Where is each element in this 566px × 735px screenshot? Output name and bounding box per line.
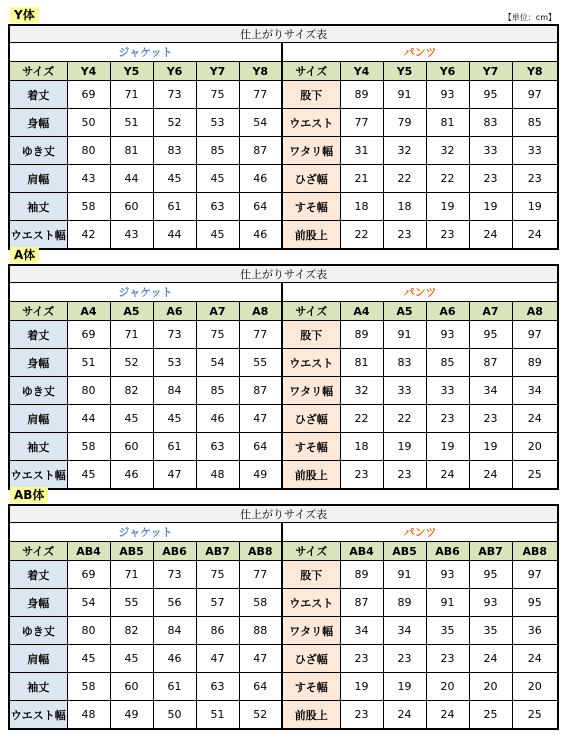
- jacket-value-cell: 53: [196, 109, 239, 137]
- jacket-value-cell: 61: [153, 193, 196, 221]
- size-header-cell: A8: [512, 302, 558, 321]
- jacket-value-cell: 52: [110, 349, 153, 377]
- jacket-value-cell: 69: [67, 321, 110, 349]
- pants-value-cell: 24: [469, 645, 512, 673]
- size-column-header: サイズ: [9, 62, 67, 81]
- table-title: 仕上がりサイズ表: [9, 505, 558, 523]
- size-table: [8, 504, 559, 730]
- jacket-value-cell: 51: [196, 701, 239, 730]
- pants-value-cell: 25: [512, 461, 558, 490]
- table-row: [9, 193, 558, 221]
- jacket-value-cell: 77: [239, 321, 282, 349]
- pants-value-cell: 95: [469, 561, 512, 589]
- jacket-value-cell: 87: [239, 137, 282, 165]
- jacket-value-cell: 88: [239, 617, 282, 645]
- pants-value-cell: 83: [469, 109, 512, 137]
- pants-value-cell: 22: [383, 165, 426, 193]
- size-table: [8, 24, 559, 250]
- table-row: [9, 701, 558, 730]
- table-row: [9, 349, 558, 377]
- pants-value-cell: 87: [340, 589, 383, 617]
- pants-measure-label: ウエスト: [282, 349, 340, 377]
- size-header-cell: Y5: [110, 62, 153, 81]
- pants-value-cell: 18: [340, 433, 383, 461]
- jacket-header: ジャケット: [9, 283, 282, 302]
- jacket-value-cell: 44: [153, 221, 196, 250]
- pants-value-cell: 23: [469, 165, 512, 193]
- pants-measure-label: ワタリ幅: [282, 137, 340, 165]
- jacket-value-cell: 86: [196, 617, 239, 645]
- jacket-value-cell: 45: [196, 221, 239, 250]
- pants-measure-label: 股下: [282, 321, 340, 349]
- jacket-measure-label: ウエスト幅: [9, 221, 67, 250]
- pants-value-cell: 18: [383, 193, 426, 221]
- jacket-value-cell: 48: [196, 461, 239, 490]
- pants-value-cell: 19: [469, 193, 512, 221]
- jacket-value-cell: 51: [67, 349, 110, 377]
- pants-value-cell: 87: [469, 349, 512, 377]
- pants-value-cell: 97: [512, 561, 558, 589]
- table-row: [9, 221, 558, 250]
- size-header-cell: AB7: [196, 542, 239, 561]
- size-header-cell: AB4: [67, 542, 110, 561]
- jacket-value-cell: 46: [110, 461, 153, 490]
- jacket-value-cell: 69: [67, 561, 110, 589]
- pants-value-cell: 20: [469, 673, 512, 701]
- pants-value-cell: 23: [383, 221, 426, 250]
- pants-value-cell: 22: [340, 405, 383, 433]
- jacket-measure-label: 着丈: [9, 81, 67, 109]
- pants-measure-label: すそ幅: [282, 193, 340, 221]
- pants-value-cell: 89: [340, 321, 383, 349]
- pants-measure-label: ひざ幅: [282, 405, 340, 433]
- pants-value-cell: 19: [512, 193, 558, 221]
- pants-measure-label: 前股上: [282, 701, 340, 730]
- jacket-value-cell: 46: [239, 221, 282, 250]
- pants-value-cell: 91: [383, 81, 426, 109]
- pants-measure-label: 股下: [282, 561, 340, 589]
- jacket-measure-label: ウエスト幅: [9, 461, 67, 490]
- pants-value-cell: 34: [340, 617, 383, 645]
- jacket-value-cell: 63: [196, 673, 239, 701]
- pants-value-cell: 83: [383, 349, 426, 377]
- jacket-value-cell: 43: [67, 165, 110, 193]
- jacket-value-cell: 45: [153, 405, 196, 433]
- size-header-cell: Y8: [239, 62, 282, 81]
- pants-value-cell: 23: [340, 645, 383, 673]
- size-table-section: [8, 504, 557, 730]
- pants-value-cell: 97: [512, 81, 558, 109]
- jacket-measure-label: ゆき丈: [9, 377, 67, 405]
- pants-value-cell: 19: [383, 433, 426, 461]
- pants-value-cell: 22: [340, 221, 383, 250]
- body-type-label: Y体: [10, 7, 39, 23]
- size-header-cell: A6: [153, 302, 196, 321]
- pants-value-cell: 23: [426, 405, 469, 433]
- pants-value-cell: 89: [383, 589, 426, 617]
- jacket-value-cell: 82: [110, 377, 153, 405]
- jacket-measure-label: 肩幅: [9, 165, 67, 193]
- table-row: [9, 405, 558, 433]
- jacket-value-cell: 50: [153, 701, 196, 730]
- pants-measure-label: ウエスト: [282, 589, 340, 617]
- size-header-cell: A5: [383, 302, 426, 321]
- table-row: [9, 377, 558, 405]
- jacket-value-cell: 45: [67, 645, 110, 673]
- pants-value-cell: 93: [426, 561, 469, 589]
- jacket-value-cell: 64: [239, 673, 282, 701]
- jacket-value-cell: 75: [196, 561, 239, 589]
- jacket-measure-label: 着丈: [9, 321, 67, 349]
- pants-value-cell: 20: [512, 673, 558, 701]
- jacket-value-cell: 64: [239, 433, 282, 461]
- pants-value-cell: 93: [426, 321, 469, 349]
- pants-value-cell: 22: [383, 405, 426, 433]
- table-row: [9, 617, 558, 645]
- pants-value-cell: 31: [340, 137, 383, 165]
- jacket-value-cell: 60: [110, 193, 153, 221]
- pants-measure-label: ワタリ幅: [282, 617, 340, 645]
- jacket-value-cell: 53: [153, 349, 196, 377]
- pants-value-cell: 81: [340, 349, 383, 377]
- pants-value-cell: 93: [426, 81, 469, 109]
- pants-value-cell: 19: [383, 673, 426, 701]
- pants-measure-label: すそ幅: [282, 673, 340, 701]
- jacket-measure-label: ゆき丈: [9, 617, 67, 645]
- pants-value-cell: 34: [512, 377, 558, 405]
- jacket-value-cell: 47: [239, 405, 282, 433]
- pants-value-cell: 24: [512, 221, 558, 250]
- pants-value-cell: 24: [426, 701, 469, 730]
- pants-value-cell: 24: [512, 645, 558, 673]
- jacket-value-cell: 54: [196, 349, 239, 377]
- pants-value-cell: 23: [426, 221, 469, 250]
- jacket-value-cell: 80: [67, 617, 110, 645]
- jacket-value-cell: 52: [239, 701, 282, 730]
- pants-value-cell: 79: [383, 109, 426, 137]
- pants-value-cell: 24: [426, 461, 469, 490]
- pants-value-cell: 35: [469, 617, 512, 645]
- pants-measure-label: 股下: [282, 81, 340, 109]
- jacket-value-cell: 47: [239, 645, 282, 673]
- table-title: 仕上がりサイズ表: [9, 25, 558, 43]
- pants-measure-label: ひざ幅: [282, 645, 340, 673]
- jacket-value-cell: 54: [239, 109, 282, 137]
- jacket-value-cell: 45: [110, 405, 153, 433]
- jacket-value-cell: 63: [196, 433, 239, 461]
- pants-measure-label: すそ幅: [282, 433, 340, 461]
- pants-value-cell: 33: [469, 137, 512, 165]
- pants-value-cell: 25: [469, 701, 512, 730]
- jacket-value-cell: 85: [196, 137, 239, 165]
- jacket-measure-label: 肩幅: [9, 645, 67, 673]
- pants-value-cell: 32: [340, 377, 383, 405]
- jacket-value-cell: 47: [196, 645, 239, 673]
- pants-value-cell: 24: [469, 461, 512, 490]
- pants-value-cell: 95: [469, 321, 512, 349]
- jacket-value-cell: 58: [239, 589, 282, 617]
- pants-value-cell: 34: [469, 377, 512, 405]
- size-header-cell: A4: [340, 302, 383, 321]
- table-row: [9, 81, 558, 109]
- pants-value-cell: 24: [512, 405, 558, 433]
- jacket-value-cell: 75: [196, 81, 239, 109]
- pants-value-cell: 89: [340, 561, 383, 589]
- pants-value-cell: 81: [426, 109, 469, 137]
- jacket-value-cell: 57: [196, 589, 239, 617]
- body-type-label: A体: [10, 247, 39, 263]
- pants-value-cell: 33: [512, 137, 558, 165]
- jacket-value-cell: 84: [153, 617, 196, 645]
- jacket-value-cell: 54: [67, 589, 110, 617]
- size-header-cell: Y5: [383, 62, 426, 81]
- jacket-measure-label: 袖丈: [9, 193, 67, 221]
- size-table-section: [8, 24, 557, 250]
- size-header-cell: Y8: [512, 62, 558, 81]
- jacket-measure-label: 袖丈: [9, 433, 67, 461]
- jacket-value-cell: 58: [67, 673, 110, 701]
- size-header-cell: Y6: [153, 62, 196, 81]
- jacket-value-cell: 49: [110, 701, 153, 730]
- pants-value-cell: 77: [340, 109, 383, 137]
- size-column-header: サイズ: [9, 302, 67, 321]
- jacket-value-cell: 55: [239, 349, 282, 377]
- jacket-value-cell: 71: [110, 81, 153, 109]
- jacket-value-cell: 45: [110, 645, 153, 673]
- pants-value-cell: 95: [469, 81, 512, 109]
- jacket-header: ジャケット: [9, 523, 282, 542]
- table-row: [9, 433, 558, 461]
- size-header-cell: Y4: [340, 62, 383, 81]
- jacket-value-cell: 45: [153, 165, 196, 193]
- jacket-value-cell: 80: [67, 377, 110, 405]
- pants-value-cell: 93: [469, 589, 512, 617]
- pants-value-cell: 21: [340, 165, 383, 193]
- jacket-value-cell: 51: [110, 109, 153, 137]
- jacket-value-cell: 46: [239, 165, 282, 193]
- pants-value-cell: 85: [426, 349, 469, 377]
- jacket-value-cell: 63: [196, 193, 239, 221]
- jacket-value-cell: 55: [110, 589, 153, 617]
- size-column-header: サイズ: [282, 542, 340, 561]
- pants-value-cell: 91: [426, 589, 469, 617]
- pants-value-cell: 85: [512, 109, 558, 137]
- size-header-cell: A7: [196, 302, 239, 321]
- table-row: [9, 109, 558, 137]
- size-header-cell: AB5: [383, 542, 426, 561]
- size-header-cell: A7: [469, 302, 512, 321]
- jacket-value-cell: 69: [67, 81, 110, 109]
- pants-value-cell: 34: [383, 617, 426, 645]
- jacket-value-cell: 75: [196, 321, 239, 349]
- size-table-section: [8, 264, 557, 490]
- jacket-value-cell: 44: [110, 165, 153, 193]
- pants-measure-label: 前股上: [282, 461, 340, 490]
- jacket-value-cell: 73: [153, 321, 196, 349]
- jacket-value-cell: 87: [239, 377, 282, 405]
- size-header-cell: A5: [110, 302, 153, 321]
- jacket-value-cell: 64: [239, 193, 282, 221]
- jacket-value-cell: 44: [67, 405, 110, 433]
- jacket-value-cell: 77: [239, 81, 282, 109]
- size-header-cell: AB8: [239, 542, 282, 561]
- jacket-value-cell: 73: [153, 81, 196, 109]
- pants-header: パンツ: [282, 523, 558, 542]
- jacket-value-cell: 49: [239, 461, 282, 490]
- pants-value-cell: 19: [426, 433, 469, 461]
- jacket-value-cell: 80: [67, 137, 110, 165]
- table-title: 仕上がりサイズ表: [9, 265, 558, 283]
- pants-value-cell: 91: [383, 561, 426, 589]
- jacket-value-cell: 43: [110, 221, 153, 250]
- size-header-cell: Y7: [469, 62, 512, 81]
- pants-value-cell: 23: [469, 405, 512, 433]
- size-header-cell: AB5: [110, 542, 153, 561]
- jacket-value-cell: 45: [67, 461, 110, 490]
- pants-value-cell: 20: [426, 673, 469, 701]
- pants-value-cell: 20: [512, 433, 558, 461]
- jacket-value-cell: 81: [110, 137, 153, 165]
- pants-value-cell: 22: [426, 165, 469, 193]
- jacket-header: ジャケット: [9, 43, 282, 62]
- body-type-label: AB体: [10, 487, 48, 503]
- pants-value-cell: 36: [512, 617, 558, 645]
- jacket-value-cell: 60: [110, 433, 153, 461]
- pants-value-cell: 23: [383, 461, 426, 490]
- jacket-value-cell: 47: [153, 461, 196, 490]
- pants-header: パンツ: [282, 43, 558, 62]
- pants-value-cell: 95: [512, 589, 558, 617]
- pants-value-cell: 24: [469, 221, 512, 250]
- jacket-value-cell: 56: [153, 589, 196, 617]
- size-header-cell: A6: [426, 302, 469, 321]
- jacket-measure-label: 身幅: [9, 589, 67, 617]
- pants-value-cell: 33: [383, 377, 426, 405]
- size-header-cell: AB6: [426, 542, 469, 561]
- jacket-measure-label: 身幅: [9, 349, 67, 377]
- jacket-value-cell: 42: [67, 221, 110, 250]
- jacket-value-cell: 61: [153, 673, 196, 701]
- table-row: [9, 137, 558, 165]
- jacket-value-cell: 77: [239, 561, 282, 589]
- pants-value-cell: 19: [469, 433, 512, 461]
- pants-value-cell: 23: [383, 645, 426, 673]
- jacket-value-cell: 45: [196, 165, 239, 193]
- pants-value-cell: 23: [340, 701, 383, 730]
- pants-value-cell: 23: [426, 645, 469, 673]
- jacket-measure-label: ウエスト幅: [9, 701, 67, 730]
- jacket-value-cell: 58: [67, 193, 110, 221]
- pants-measure-label: ひざ幅: [282, 165, 340, 193]
- jacket-value-cell: 46: [196, 405, 239, 433]
- pants-value-cell: 35: [426, 617, 469, 645]
- jacket-value-cell: 58: [67, 433, 110, 461]
- jacket-value-cell: 60: [110, 673, 153, 701]
- pants-value-cell: 89: [512, 349, 558, 377]
- jacket-value-cell: 73: [153, 561, 196, 589]
- jacket-value-cell: 82: [110, 617, 153, 645]
- jacket-value-cell: 52: [153, 109, 196, 137]
- jacket-measure-label: 肩幅: [9, 405, 67, 433]
- jacket-value-cell: 83: [153, 137, 196, 165]
- size-header-cell: Y4: [67, 62, 110, 81]
- pants-value-cell: 19: [426, 193, 469, 221]
- table-row: [9, 165, 558, 193]
- jacket-measure-label: 身幅: [9, 109, 67, 137]
- size-column-header: サイズ: [9, 542, 67, 561]
- jacket-measure-label: 袖丈: [9, 673, 67, 701]
- pants-measure-label: ウエスト: [282, 109, 340, 137]
- size-column-header: サイズ: [282, 62, 340, 81]
- pants-value-cell: 18: [340, 193, 383, 221]
- unit-label: 【単位：cm】: [503, 13, 556, 22]
- jacket-value-cell: 71: [110, 561, 153, 589]
- size-header-cell: Y7: [196, 62, 239, 81]
- pants-value-cell: 32: [383, 137, 426, 165]
- jacket-value-cell: 50: [67, 109, 110, 137]
- table-row: [9, 321, 558, 349]
- pants-measure-label: ワタリ幅: [282, 377, 340, 405]
- jacket-value-cell: 71: [110, 321, 153, 349]
- size-header-cell: A4: [67, 302, 110, 321]
- jacket-measure-label: ゆき丈: [9, 137, 67, 165]
- jacket-value-cell: 46: [153, 645, 196, 673]
- size-header-cell: AB4: [340, 542, 383, 561]
- size-header-cell: A8: [239, 302, 282, 321]
- table-row: [9, 645, 558, 673]
- pants-value-cell: 97: [512, 321, 558, 349]
- pants-value-cell: 19: [340, 673, 383, 701]
- table-row: [9, 589, 558, 617]
- pants-value-cell: 91: [383, 321, 426, 349]
- jacket-value-cell: 84: [153, 377, 196, 405]
- jacket-value-cell: 48: [67, 701, 110, 730]
- size-header-cell: AB6: [153, 542, 196, 561]
- jacket-value-cell: 85: [196, 377, 239, 405]
- jacket-measure-label: 着丈: [9, 561, 67, 589]
- table-row: [9, 561, 558, 589]
- pants-value-cell: 25: [512, 701, 558, 730]
- pants-header: パンツ: [282, 283, 558, 302]
- pants-measure-label: 前股上: [282, 221, 340, 250]
- table-row: [9, 673, 558, 701]
- pants-value-cell: 32: [426, 137, 469, 165]
- pants-value-cell: 23: [340, 461, 383, 490]
- jacket-value-cell: 61: [153, 433, 196, 461]
- table-row: [9, 461, 558, 490]
- pants-value-cell: 89: [340, 81, 383, 109]
- pants-value-cell: 24: [383, 701, 426, 730]
- size-header-cell: Y6: [426, 62, 469, 81]
- size-table: [8, 264, 559, 490]
- pants-value-cell: 33: [426, 377, 469, 405]
- size-header-cell: AB8: [512, 542, 558, 561]
- pants-value-cell: 23: [512, 165, 558, 193]
- size-column-header: サイズ: [282, 302, 340, 321]
- size-header-cell: AB7: [469, 542, 512, 561]
